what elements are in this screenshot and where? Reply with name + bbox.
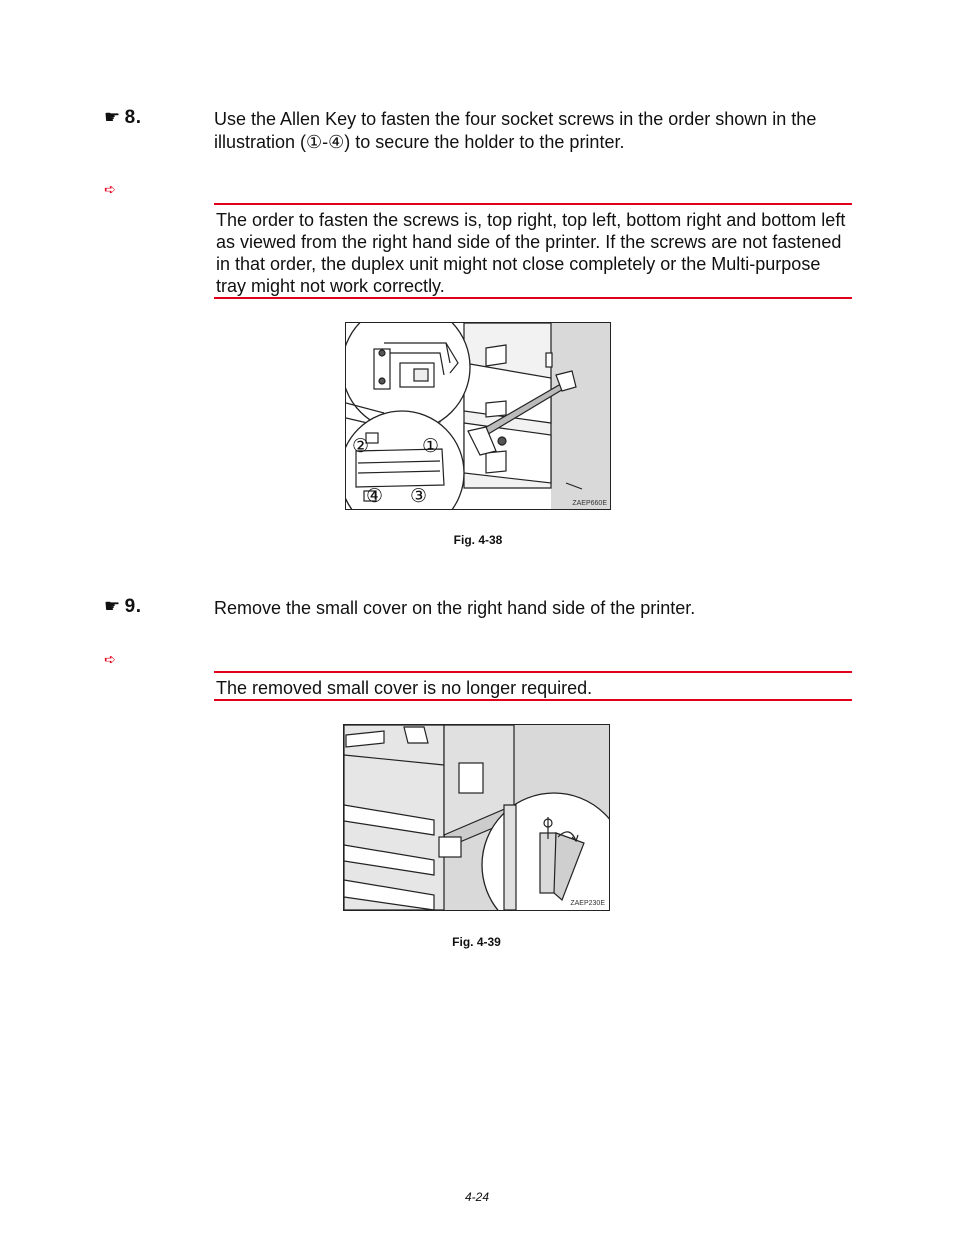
figure-code: ZAEP230E (570, 900, 605, 907)
callout-3: ③ (410, 485, 428, 507)
callout-1: ① (422, 435, 440, 457)
pointing-hand-icon: ☛ (104, 596, 121, 617)
screw-holder-illustration (346, 323, 610, 509)
figure-4-39 (343, 724, 610, 911)
step-9-note (214, 671, 852, 701)
step-9-text: Remove the small cover on the right hand side of the printer. (214, 598, 696, 618)
figure-code: ZAEP660E (572, 500, 607, 507)
figure-caption: Fig. 4-39 (452, 935, 501, 949)
step-9-marker (104, 596, 142, 618)
step-number: 8. (124, 107, 142, 128)
step-number: 9. (124, 596, 142, 617)
note-text: The order to fasten the screws is, top right, top left, bottom right and bottom left as viewed from the right hand side of the printer. If the screws are not fastened in that order, the duplex unit might not close completely or the Multi-purpose tray might not work correctly. (216, 210, 846, 296)
note-arrow-icon: ➪ (104, 652, 116, 668)
note-arrow-icon: ➪ (104, 182, 116, 198)
note-text: The removed small cover is no longer required. (216, 678, 593, 698)
figure-4-38 (345, 322, 611, 510)
step-8-marker (104, 107, 142, 129)
figure-caption: Fig. 4-38 (453, 533, 503, 547)
callout-2: ② (352, 435, 370, 457)
page-number: 4-24 (464, 1190, 490, 1204)
step-8-note (214, 203, 852, 299)
small-cover-illustration (344, 725, 609, 910)
pointing-hand-icon: ☛ (104, 107, 121, 128)
step-8-text: Use the Allen Key to fasten the four socket screws in the order shown in the illustration (①-④) to secure the holder to the printer. (214, 109, 817, 152)
callout-4: ④ (366, 485, 384, 507)
